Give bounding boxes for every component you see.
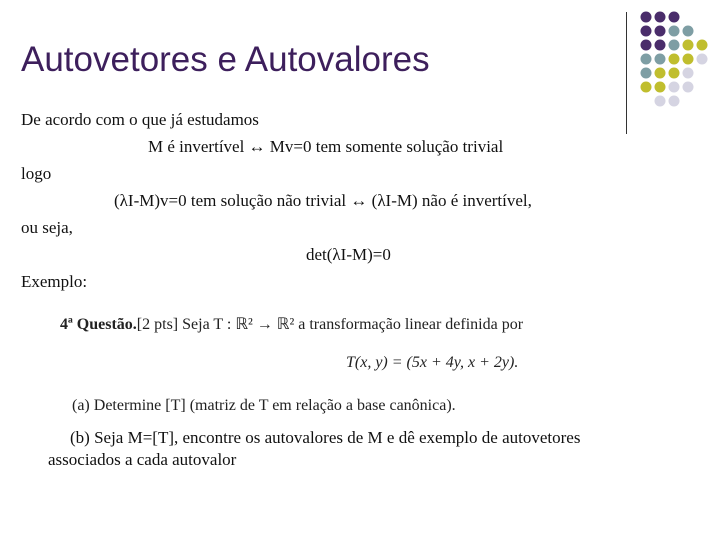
exercise-number: 4ª (60, 316, 73, 333)
dot-row-5 (641, 68, 694, 79)
ou-seja-connector: ou seja, (21, 218, 73, 237)
dot-row-3 (641, 40, 708, 51)
exercise-part-b-line1: (b) Seja M=[T], encontre os autovalores de M e dê exemplo de autovetores (70, 428, 581, 447)
dot-row-2 (641, 26, 694, 37)
characteristic-equation: det(λI-M)=0 (306, 245, 391, 264)
exercise-heading: Questão. (76, 316, 137, 333)
exercise-statement: Seja T : ℝ² → ℝ² a transformação linear definida por (182, 316, 524, 333)
logo-connector: logo (21, 164, 52, 183)
invertibility-statement: M é invertível ↔ Mv=0 tem somente solução trivial (148, 137, 504, 156)
dot-row-4 (641, 54, 708, 65)
exercise-part-b-line2: associados a cada autovalor (48, 450, 237, 469)
exercise-part-a: (a) Determine [T] (matriz de T em relação a base canônica). (72, 397, 456, 414)
exercise-points: [2 pts] (136, 316, 179, 333)
decorative-dot-grid (640, 10, 720, 120)
title-divider (626, 12, 627, 134)
dot-row-1 (641, 12, 680, 23)
dot-row-6 (641, 82, 694, 93)
example-label: Exemplo: (21, 272, 88, 291)
exercise-header (60, 314, 523, 334)
dot-row-7 (655, 96, 680, 107)
eigen-condition-statement: (λI-M)v=0 tem solução não trivial ↔ (λI-M) não é invertível, (114, 191, 532, 210)
transformation-formula: T(x, y) = (5x + 4y, x + 2y). (346, 354, 519, 371)
intro-line: De acordo com o que já estudamos (21, 110, 259, 129)
slide-title: Autovetores e Autovalores (21, 40, 430, 79)
